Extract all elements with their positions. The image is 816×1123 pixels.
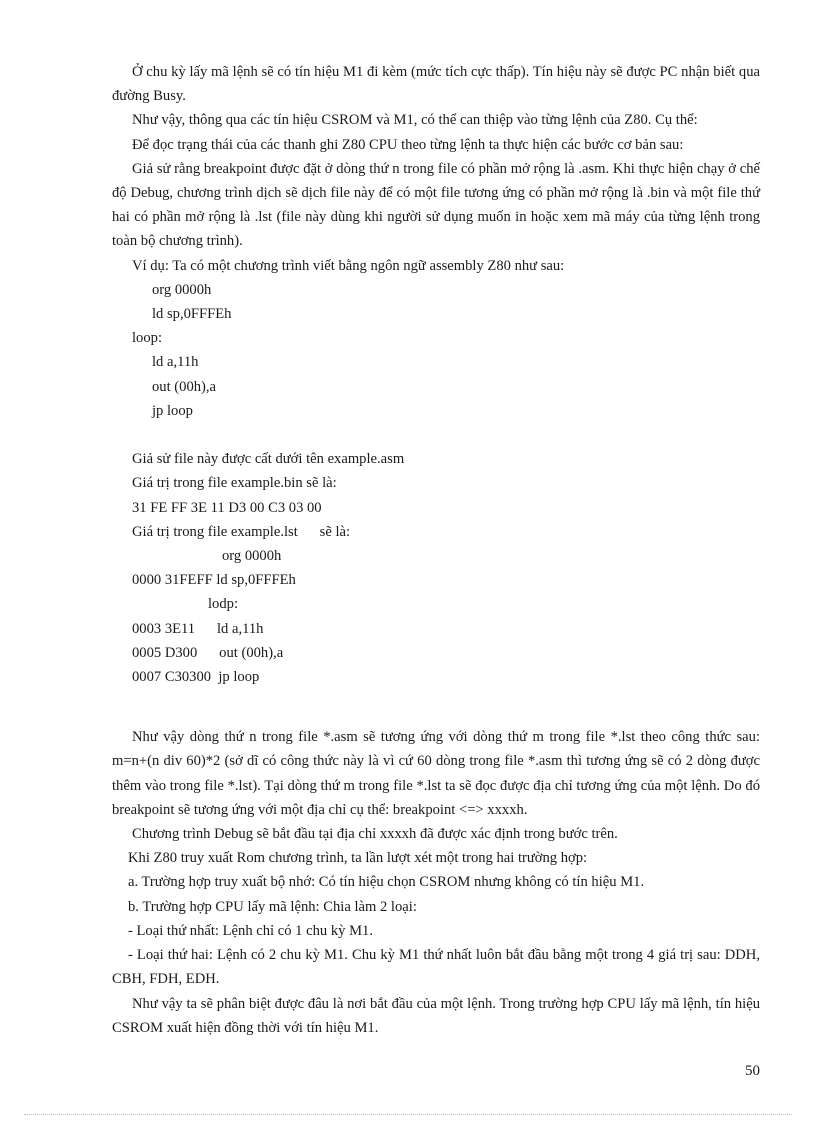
paragraph-read-registers: Để đọc trạng thái của các thanh ghi Z80 CPU theo từng lệnh ta thực hiện các bước cơ bản sau:: [132, 136, 684, 153]
case-a: a. Trường hợp truy xuất bộ nhớ: Có tín hiệu chọn CSROM nhưng không có tín hiệu M1.: [128, 874, 645, 891]
lst-listing: [112, 544, 760, 689]
bin-label: Giá trị trong file example.bin sẽ là:: [132, 475, 337, 492]
footer-divider: [24, 1114, 792, 1115]
case-b: b. Trường hợp CPU lấy mã lệnh: Chia làm 2 loại:: [128, 898, 417, 915]
paragraph-debug-start: Chương trình Debug sẽ bắt đầu tại địa chỉ xxxxh đã được xác định trong bước trên.: [132, 826, 618, 843]
asm-line-ld-sp: ld sp,0FFFEh: [152, 306, 232, 323]
paragraph-m1-signal: Ở chu kỳ lấy mã lệnh sẽ có tín hiệu M1 đi kèm (mức tích cực thấp). Tín hiệu này sẽ được PC nhận biết qua đường Busy.: [112, 64, 760, 105]
asm-line-out: out (00h),a: [152, 378, 217, 395]
spacer: [112, 689, 760, 725]
page-number: 50: [745, 1063, 760, 1079]
lst-line-3: 0005 D300 out (00h),a: [132, 644, 284, 661]
example-intro: Ví dụ: Ta có một chương trình viết bằng ngôn ngữ assembly Z80 như sau:: [132, 257, 565, 274]
spacer: [112, 423, 760, 447]
paragraph-two-cases: Khi Z80 truy xuất Rom chương trình, ta lần lượt xét một trong hai trường hợp:: [128, 850, 588, 867]
lst-line-2: 0003 3E11 ld a,11h: [132, 620, 264, 637]
asm-line-loop-label: loop:: [132, 330, 162, 347]
bin-value: 31 FE FF 3E 11 D3 00 C3 03 00: [132, 499, 322, 516]
paragraph-formula: Như vậy dòng thứ n trong file *.asm sẽ tương ứng với dòng thứ m trong file *.lst theo công thức sau: m=n+(n div 60)*2 (sở dĩ có công thức này là vì cứ 60 dòng trong file *.asm thì tương ứng sẽ có 2 dòng được thêm vào trong file *.lst). Tại dòng thứ m trong file *.lst ta sẽ đọc được địa chỉ tương ứng của một lệnh. Do đó breakpoint sẽ tương ứng với một địa chỉ cụ thể: breakpoint <=> xxxxh.: [112, 729, 760, 818]
file-saved-note: Giả sử file này được cất dưới tên example.asm: [132, 451, 405, 468]
lst-label: Giá trị trong file example.lst sẽ là:: [132, 523, 351, 540]
paragraph-conclusion: Như vậy ta sẽ phân biệt được đâu là nơi bắt đầu của một lệnh. Trong trường hợp CPU lấy mã lệnh, tín hiệu CSROM xuất hiện đồng thời với tín hiệu M1.: [112, 995, 760, 1036]
asm-listing: [112, 278, 760, 423]
asm-line-ld-a: ld a,11h: [152, 354, 199, 371]
lst-line-org: org 0000h: [222, 548, 282, 565]
page-body: [112, 60, 760, 1040]
asm-line-jp: jp loop: [152, 402, 193, 419]
lst-line-4: 0007 C30300 jp loop: [132, 669, 260, 686]
case-b-type-2: - Loại thứ hai: Lệnh có 2 chu kỳ M1. Chu kỳ M1 thứ nhất luôn bắt đầu bằng một trong 4 giá trị sau: DDH, CBH, FDH, EDH.: [112, 947, 760, 988]
case-b-type-1: - Loại thứ nhất: Lệnh chỉ có 1 chu kỳ M1.: [128, 922, 374, 939]
paragraph-csrom-m1: Như vậy, thông qua các tín hiệu CSROM và M1, có thể can thiệp vào từng lệnh của Z80. Cụ thể:: [132, 112, 698, 129]
lst-line-label: lodp:: [208, 596, 238, 613]
asm-line-org: org 0000h: [152, 281, 212, 298]
paragraph-breakpoint: Giả sử rằng breakpoint được đặt ở dòng thứ n trong file có phần mở rộng là .asm. Khi thực hiện chạy ở chế độ Debug, chương trình dịch sẽ dịch file này để có một file tương ứng có phần mở rộng là .bin và một file thứ hai có phần mở rộng là .lst (file này dùng khi người sử dụng muốn in hoặc xem mã máy của từng lệnh trong toàn bộ chương trình).: [112, 160, 760, 250]
lst-line-1: 0000 31FEFF ld sp,0FFFEh: [132, 572, 296, 589]
